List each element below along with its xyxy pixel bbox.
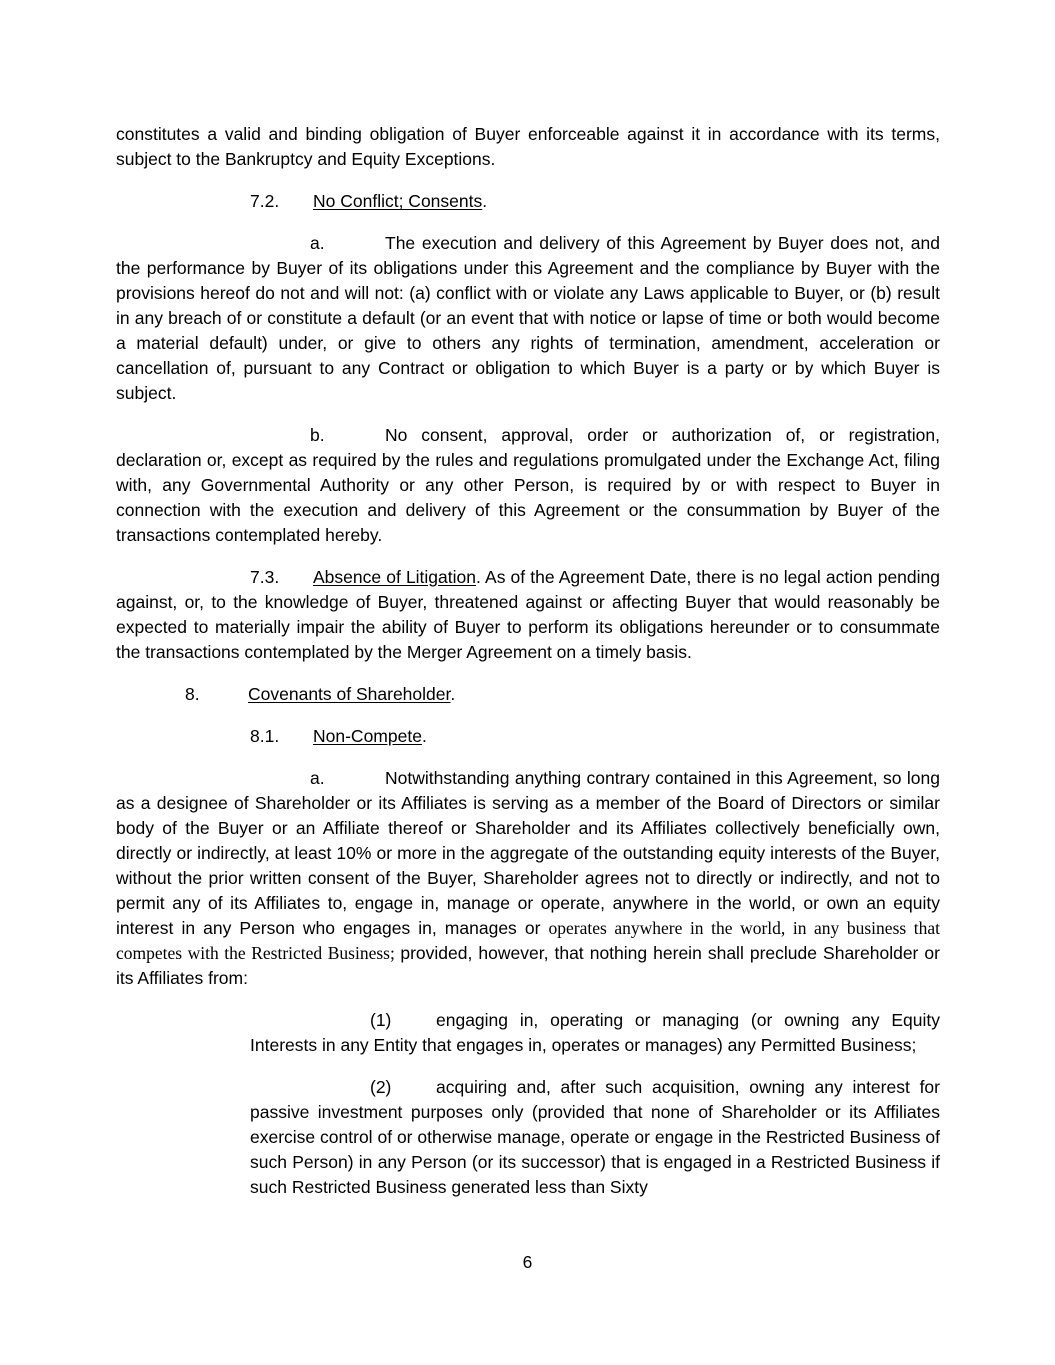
paragraph-7-2-b xyxy=(116,423,940,548)
paragraph-7-2-b-text: No consent, approval, order or authorization of, or registration, declaration or, except as required by the rules and regulations promulgated under the Exchange Act, filing with, any Governmental Authority or any other Person, is required by or with respect to Buyer in connection with the execution and delivery of this Agreement or the consummation by Buyer of the transactions contemplated hereby. xyxy=(116,425,940,545)
paragraph-7-3-text: . As of the Agreement Date, there is no legal action pending against, or, to the knowledge of Buyer, threatened against or affecting Buyer that would reasonably be expected to materially impair the ability of Buyer to perform its obligations hereunder or to consummate the transactions contemplated by the Merger Agreement on a timely basis. xyxy=(116,567,940,662)
section-title-7-3: Absence of Litigation xyxy=(313,567,476,587)
list-item-2 xyxy=(250,1075,940,1200)
paragraph-7-2-a-text: The execution and delivery of this Agreement by Buyer does not, and the performance by Buyer of its obligations under this Agreement and the compliance by Buyer with the provisions hereof do not and will not: (a) conflict with or violate any Laws applicable to Buyer, or (b) result in any breach of or constitute a default (or an event that with notice or lapse of time or both would become a material default) under, or give to others any rights of termination, amendment, acceleration or cancellation of, pursuant to any Contract or obligation to which Buyer is a party or by which Buyer is subject. xyxy=(116,233,940,403)
section-number-8-1: 8.1. xyxy=(250,726,280,746)
paragraph-8-1-a-serif-run: operates anywhere in the world, in any business that competes with the Restricted Business; xyxy=(116,918,940,963)
section-title-7-2: No Conflict; Consents xyxy=(313,191,483,211)
document-body xyxy=(116,122,940,1217)
section-title-8-period: . xyxy=(450,684,456,704)
section-title-7-2-period: . xyxy=(482,191,488,211)
section-title-8: Covenants of Shareholder xyxy=(248,684,451,704)
paragraph-intro-continuation xyxy=(116,122,940,172)
list-item-1-text: engaging in, operating or managing (or owning any Equity Interests in any Entity that engages in, operates or manages) any Permitted Business; xyxy=(250,1010,940,1055)
section-heading-8 xyxy=(116,682,940,707)
paragraph-text: constitutes a valid and binding obligation of Buyer enforceable against it in accordance with its terms, subject to the Bankruptcy and Equity Exceptions. xyxy=(116,124,940,169)
section-heading-7-2 xyxy=(116,189,940,214)
section-heading-8-1 xyxy=(116,724,940,749)
list-item-2-text: acquiring and, after such acquisition, owning any interest for passive investment purposes only (provided that none of Shareholder or its Affiliates exercise control of or otherwise manage, operate or engage in the Restricted Business of such Person) in any Person (or its successor) that is engaged in a Restricted Business if such Restricted Business generated less than Sixty xyxy=(250,1077,940,1197)
list-item-1-label: (1) xyxy=(370,1010,392,1030)
paragraph-8-1-a-text-end: provided, however, that nothing herein shall preclude Shareholder or its Affiliates from: xyxy=(116,943,940,988)
paragraph-8-1-a xyxy=(116,766,940,991)
list-item-1 xyxy=(250,1008,940,1058)
section-number-7-2: 7.2. xyxy=(250,191,280,211)
section-title-8-1: Non-Compete xyxy=(313,726,422,746)
section-title-8-1-period: . xyxy=(421,726,427,746)
subsection-label-a2: a. xyxy=(310,768,325,788)
paragraph-8-1-a-text: Notwithstanding anything contrary contained in this Agreement, so long as a designee of Shareholder or its Affiliates is serving as a member of the Board of Directors or similar body of the Buyer or an Affiliate thereof or Shareholder and its Affiliates collectively beneficially own, directly or indirectly, at least 10% or more in the aggregate of the outstanding equity interests of the Buyer, without the prior written consent of the Buyer, Shareholder agrees not to directly or indirectly, and not to permit any of its Affiliates to, engage in, manage or operate, anywhere in the world, or own an equity interest in any Person who engages in, manages or xyxy=(116,768,940,938)
list-item-2-label: (2) xyxy=(370,1077,392,1097)
subsection-label-a: a. xyxy=(310,233,325,253)
section-number-8: 8. xyxy=(185,684,200,704)
paragraph-7-2-a xyxy=(116,231,940,406)
paragraph-7-3 xyxy=(116,565,940,665)
section-number-7-3: 7.3. xyxy=(250,567,280,587)
page-number: 6 xyxy=(522,1252,533,1272)
subsection-label-b: b. xyxy=(310,425,325,445)
